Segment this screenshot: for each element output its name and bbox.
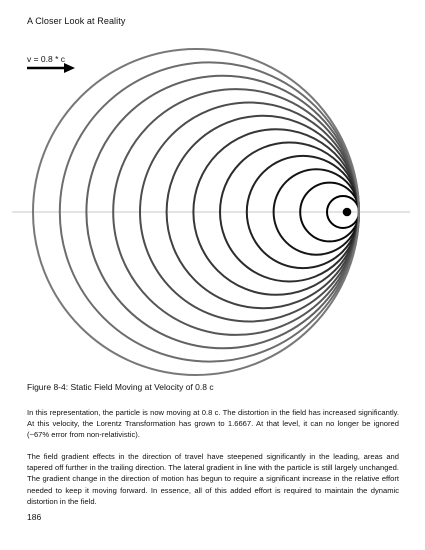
velocity-label: v = 0.8 * c (27, 54, 66, 64)
particle-dot (343, 208, 352, 217)
figure-caption: Figure 8-4: Static Field Moving at Velocity of 0.8 c (27, 382, 214, 392)
page-number: 186 (27, 512, 42, 522)
body-paragraph-2: The field gradient effects in the direction of travel have steepened significantly in the leading, areas and tapered off further in the trailing direction. The lateral gradient in line with the particle is still largely unchanged. The gradient change in the direction of motion has begun to require a significant increase in the relative effort needed to keep it moving forward. In essence, all of this added effort is required to maintain the dynamic distortion in the field. (27, 452, 399, 506)
running-header: A Closer Look at Reality (27, 16, 126, 26)
body-paragraph-1: In this representation, the particle is now moving at 0.8 c. The distortion in the field has increased significantly. At this velocity, the Lorentz Transformation has grown to 1.6667. At that level, it can no longer be ignored (~67% error from non-relativistic). (27, 408, 399, 440)
velocity-arrow-icon (27, 63, 75, 73)
